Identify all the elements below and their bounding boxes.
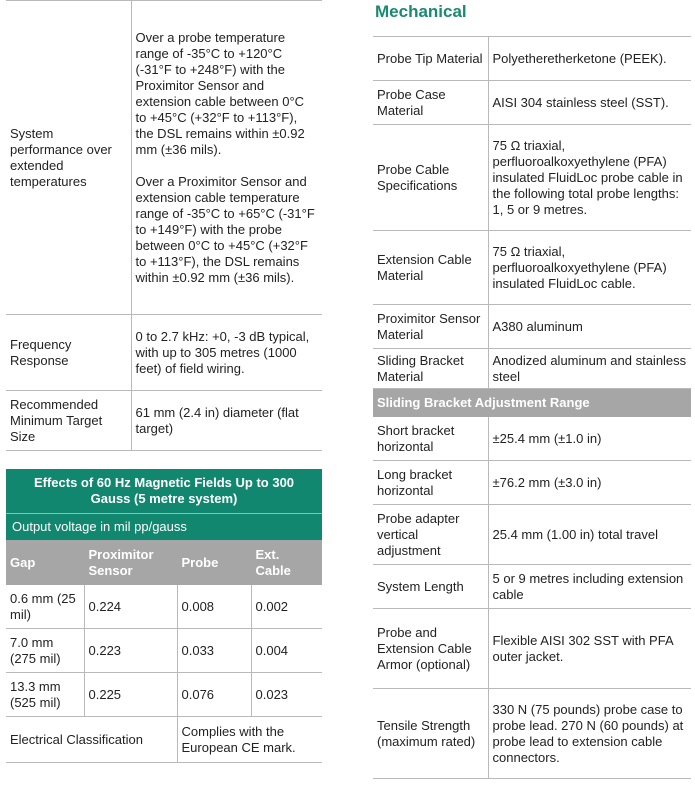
gap-cell: 13.3 mm (525 mil) xyxy=(6,673,84,717)
mechanical-heading: Mechanical xyxy=(375,2,467,21)
spec-row xyxy=(373,305,691,349)
electrical-row xyxy=(6,717,322,763)
sliding-bracket-header xyxy=(373,389,691,417)
proximitor-cell: 0.223 xyxy=(84,629,177,673)
spec-row xyxy=(373,231,691,305)
spec-row xyxy=(6,315,322,391)
probe-cell: 0.008 xyxy=(177,585,251,629)
spec-row xyxy=(373,81,691,125)
spec-value xyxy=(131,1,322,315)
spec-label: Tensile Strength (maximum rated) xyxy=(373,689,488,779)
spec-label: Probe adapter vertical adjustment xyxy=(373,505,488,565)
spec-row xyxy=(373,565,691,609)
spec-label: Recommended Minimum Target Size xyxy=(6,391,131,451)
header-gap: Gap xyxy=(6,541,84,585)
spec-row xyxy=(373,417,691,461)
mechanical-table xyxy=(373,36,691,779)
spec-value: Anodized aluminum and stainless steel xyxy=(488,349,691,389)
probe-cell: 0.033 xyxy=(177,629,251,673)
table-row xyxy=(6,673,322,717)
gap-cell: 7.0 mm (275 mil) xyxy=(6,629,84,673)
header-proximitor: Proximitor Sensor xyxy=(84,541,177,585)
right-column xyxy=(373,0,691,779)
spec-label: Probe Tip Material xyxy=(373,37,488,81)
spec-label: System Length xyxy=(373,565,488,609)
spec-value: 25.4 mm (1.00 in) total travel xyxy=(488,505,691,565)
probe-cell: 0.076 xyxy=(177,673,251,717)
spec-value: 5 or 9 metres including extension cable xyxy=(488,565,691,609)
header-ext-cable: Ext. Cable xyxy=(251,541,322,585)
table-row xyxy=(6,629,322,673)
spec-value: 75 Ω triaxial, perfluoroalkoxyethylene (PFA) insulated FluidLoc probe cable in the following total probe lengths: 1, 5 or 9 metres. xyxy=(488,125,691,231)
performance-spec-table xyxy=(6,0,322,451)
spec-label: System performance over extended temperatures xyxy=(6,1,131,315)
spec-row xyxy=(373,37,691,81)
spec-label: Long bracket horizontal xyxy=(373,461,488,505)
spec-value: 75 Ω triaxial, perfluoroalkoxyethylene (PFA) insulated FluidLoc cable. xyxy=(488,231,691,305)
magnetic-table-title: Effects of 60 Hz Magnetic Fields Up to 300 Gauss (5 metre system) xyxy=(6,469,322,513)
ext-cable-cell: 0.004 xyxy=(251,629,322,673)
magnetic-table-subtitle: Output voltage in mil pp/gauss xyxy=(6,513,322,540)
spec-label: Probe Cable Specifications xyxy=(373,125,488,231)
spec-label: Short bracket horizontal xyxy=(373,417,488,461)
spec-row xyxy=(373,349,691,389)
spec-label: Frequency Response xyxy=(6,315,131,391)
spec-value: ±76.2 mm (±3.0 in) xyxy=(488,461,691,505)
spec-value: 330 N (75 pounds) probe case to probe lead. 270 N (60 pounds) at probe lead to extension cable connectors. xyxy=(488,689,691,779)
magnetic-header-row xyxy=(6,541,322,585)
spec-label: Extension Cable Material xyxy=(373,231,488,305)
ext-cable-cell: 0.002 xyxy=(251,585,322,629)
spec-paragraph: Over a probe temperature range of -35°C to +120°C (-31°F to +248°F) with the Proximitor Sensor and extension cable between 0°C to +45°C (+32°F to +113°F), the DSL remains within ±0.92 mm (±36 mils). xyxy=(135,29,305,157)
ext-cable-cell: 0.023 xyxy=(251,673,322,717)
spec-paragraph: Over a Proximitor Sensor and extension cable temperature range of -35°C to +65°C (-31°F to +149°F) with the probe between 0°C to +45°C (+32°F to +113°F), the DSL remains within ±0.92 mm (±36 mils). xyxy=(135,173,315,285)
spec-row xyxy=(373,505,691,565)
spec-value: A380 aluminum xyxy=(488,305,691,349)
spec-label: Sliding Bracket Material xyxy=(373,349,488,389)
proximitor-cell: 0.225 xyxy=(84,673,177,717)
spec-row xyxy=(373,609,691,689)
electrical-value: Complies with the European CE mark. xyxy=(177,717,322,763)
spec-row xyxy=(373,689,691,779)
spec-value: 0 to 2.7 kHz: +0, -3 dB typical, with up to 305 metres (1000 feet) of field wiring. xyxy=(131,315,322,391)
electrical-label: Electrical Classification xyxy=(6,717,177,763)
spec-value: AISI 304 stainless steel (SST). xyxy=(488,81,691,125)
header-probe: Probe xyxy=(177,541,251,585)
spec-row xyxy=(373,125,691,231)
spec-label: Proximitor Sensor Material xyxy=(373,305,488,349)
spec-value: 61 mm (2.4 in) diameter (flat target) xyxy=(131,391,322,451)
sliding-bracket-title: Sliding Bracket Adjustment Range xyxy=(373,389,691,417)
spec-row xyxy=(6,391,322,451)
spec-label: Probe Case Material xyxy=(373,81,488,125)
spec-value: Polyetheretherketone (PEEK). xyxy=(488,37,691,81)
proximitor-cell: 0.224 xyxy=(84,585,177,629)
table-row xyxy=(6,585,322,629)
spec-row xyxy=(373,461,691,505)
spec-value: ±25.4 mm (±1.0 in) xyxy=(488,417,691,461)
spec-label: Probe and Extension Cable Armor (optional) xyxy=(373,609,488,689)
left-column xyxy=(6,0,322,763)
spec-row xyxy=(6,1,322,315)
spec-value: Flexible AISI 302 SST with PFA outer jacket. xyxy=(488,609,691,689)
gap-cell: 0.6 mm (25 mil) xyxy=(6,585,84,629)
magnetic-table xyxy=(6,540,322,763)
